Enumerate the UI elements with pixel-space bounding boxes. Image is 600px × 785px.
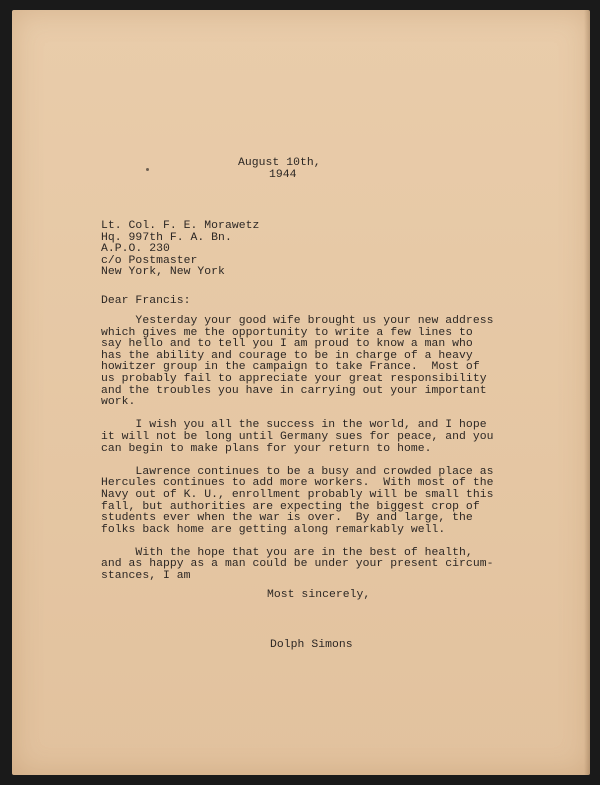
body-line: Yesterday your good wife brought us your new address bbox=[101, 315, 494, 327]
body-line: With the hope that you are in the best of health, bbox=[101, 546, 473, 559]
date-line-1: August 10th, bbox=[238, 157, 321, 169]
body-line: Hercules continues to add more workers. With most of the bbox=[101, 477, 494, 490]
body-line: us probably fail to appreciate your great responsibility bbox=[101, 372, 487, 385]
letter-date bbox=[238, 158, 321, 181]
body-line: which gives me the opportunity to write a few lines to bbox=[101, 326, 473, 339]
address-line: A.P.O. 230 bbox=[101, 243, 170, 256]
address-line: Lt. Col. F. E. Morawetz bbox=[101, 220, 260, 232]
body-line: I wish you all the success in the world, and I hope bbox=[101, 419, 487, 432]
body-line: Navy out of K. U., enrollment probably will be small this bbox=[101, 488, 494, 501]
body-line: stances, I am bbox=[101, 570, 191, 583]
body-line bbox=[101, 455, 493, 467]
body-line: students ever when the war is over. By and large, the bbox=[101, 512, 473, 525]
recipient-address bbox=[101, 221, 259, 279]
body-line: folks back home are getting along remarkably well. bbox=[101, 523, 446, 536]
body-line: can begin to make plans for your return to home. bbox=[101, 442, 432, 455]
body-line: Lawrence continues to be a busy and crowded place as bbox=[101, 465, 494, 478]
body-line: say hello and to tell you I am proud to know a man who bbox=[101, 338, 473, 351]
stray-mark bbox=[146, 168, 149, 171]
body-line: howitzer group in the campaign to take France. Most of bbox=[101, 361, 480, 374]
body-line: fall, but authorities are expecting the biggest crop of bbox=[101, 500, 480, 513]
body-line: it will not be long until Germany sues for peace, and you bbox=[101, 430, 494, 443]
closing: Most sincerely, bbox=[267, 589, 371, 601]
date-year: 1944 bbox=[269, 168, 297, 181]
salutation: Dear Francis: bbox=[101, 295, 191, 307]
signature-name: Dolph Simons bbox=[270, 639, 353, 651]
address-line: c/o Postmaster bbox=[101, 254, 198, 267]
body-line: and the troubles you have in carrying out your important bbox=[101, 384, 487, 397]
letter-body bbox=[101, 316, 493, 583]
body-line: has the ability and courage to be in charge of a heavy bbox=[101, 349, 473, 362]
address-line: Hq. 997th F. A. Bn. bbox=[101, 231, 232, 244]
body-line: and as happy as a man could be under your present circum- bbox=[101, 558, 494, 571]
body-line: work. bbox=[101, 396, 136, 409]
address-line: New York, New York bbox=[101, 266, 225, 279]
